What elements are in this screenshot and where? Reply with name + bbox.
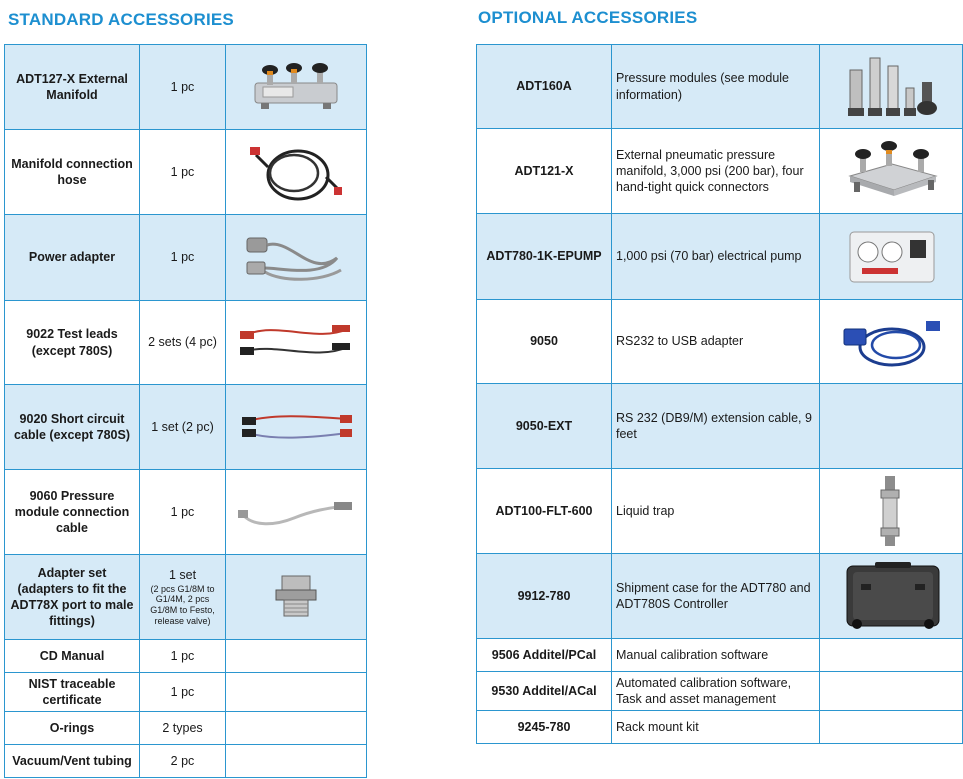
item-image-cell <box>226 385 367 470</box>
table-row <box>477 45 963 129</box>
table-row <box>5 215 367 301</box>
item-image-cell <box>226 215 367 301</box>
item-name: 9060 Pressure module connection cable <box>5 470 140 555</box>
shipment-case-image <box>831 558 951 634</box>
item-description: External pneumatic pressure manifold, 3,000 psi (200 bar), four hand-tight quick connectors <box>612 129 820 214</box>
item-name: NIST traceable certificate <box>5 673 140 712</box>
item-qty: 2 types <box>140 712 226 745</box>
short-circuit-cable-image <box>236 397 356 457</box>
item-name: Adapter set (adapters to fit the ADT78X port to male fittings) <box>5 555 140 640</box>
item-qty: 1 pc <box>140 45 226 130</box>
item-image-cell <box>226 45 367 130</box>
item-qty: 1 pc <box>140 215 226 301</box>
manifold-image <box>241 57 351 117</box>
table-row <box>477 384 963 469</box>
item-image-cell <box>820 384 963 469</box>
item-image-cell <box>820 214 963 300</box>
item-qty: 1 pc <box>140 673 226 712</box>
item-image-cell <box>820 129 963 214</box>
item-image-cell <box>226 470 367 555</box>
item-description: RS 232 (DB9/M) extension cable, 9 feet <box>612 384 820 469</box>
item-image-cell <box>226 745 367 778</box>
table-row <box>477 129 963 214</box>
item-name: Power adapter <box>5 215 140 301</box>
table-row <box>5 301 367 385</box>
item-image-cell <box>226 301 367 385</box>
table-row <box>5 745 367 778</box>
item-name: 9530 Additel/ACal <box>477 672 612 711</box>
external-manifold-image <box>836 136 946 206</box>
item-image-cell <box>820 469 963 554</box>
optional-accessories-title: OPTIONAL ACCESSORIES <box>478 8 698 27</box>
item-description: Pressure modules (see module information) <box>612 45 820 129</box>
item-description: Rack mount kit <box>612 711 820 744</box>
standard-accessories-table <box>4 44 367 778</box>
item-name: 9050 <box>477 300 612 384</box>
item-image-cell <box>226 712 367 745</box>
item-description: Shipment case for the ADT780 and ADT780S Controller <box>612 554 820 639</box>
item-image-cell <box>820 554 963 639</box>
item-name: ADT100-FLT-600 <box>477 469 612 554</box>
item-qty: 1 pc <box>140 130 226 215</box>
table-row <box>5 130 367 215</box>
table-row <box>477 711 963 744</box>
item-name: Vacuum/Vent tubing <box>5 745 140 778</box>
item-qty: 1 pc <box>140 640 226 673</box>
table-row <box>477 672 963 711</box>
item-description: Automated calibration software, Task and asset management <box>612 672 820 711</box>
item-description: RS232 to USB adapter <box>612 300 820 384</box>
item-image-cell <box>820 639 963 672</box>
item-name: CD Manual <box>5 640 140 673</box>
adapter-fitting-image <box>266 572 326 622</box>
table-row <box>5 640 367 673</box>
item-name: 9245-780 <box>477 711 612 744</box>
item-description: Manual calibration software <box>612 639 820 672</box>
item-description: 1,000 psi (70 bar) electrical pump <box>612 214 820 300</box>
usb-adapter-image <box>836 307 946 377</box>
table-row <box>477 639 963 672</box>
pressure-modules-image <box>836 52 946 122</box>
item-name: O-rings <box>5 712 140 745</box>
item-name: Manifold connection hose <box>5 130 140 215</box>
table-row <box>5 555 367 640</box>
item-name: 9506 Additel/PCal <box>477 639 612 672</box>
item-qty-main: 1 set <box>168 568 197 583</box>
pressure-module-cable-image <box>234 492 358 532</box>
liquid-trap-image <box>871 474 911 548</box>
item-name: ADT121-X <box>477 129 612 214</box>
item-qty: 2 pc <box>140 745 226 778</box>
table-row <box>477 554 963 639</box>
item-qty: 1 pc <box>140 470 226 555</box>
item-name: ADT160A <box>477 45 612 129</box>
test-leads-image <box>236 313 356 373</box>
table-row <box>5 385 367 470</box>
item-name: 9022 Test leads (except 780S) <box>5 301 140 385</box>
item-name: 9050-EXT <box>477 384 612 469</box>
item-image-cell <box>820 45 963 129</box>
standard-accessories-title: STANDARD ACCESSORIES <box>8 10 234 29</box>
item-image-cell <box>820 300 963 384</box>
optional-accessories-table <box>476 44 963 744</box>
item-qty-note: (2 pcs G1/8M to G1/4M, 2 pcs G1/8M to Festo, release valve) <box>150 583 215 626</box>
table-row <box>5 673 367 712</box>
item-name: 9020 Short circuit cable (except 780S) <box>5 385 140 470</box>
table-row <box>5 45 367 130</box>
table-row <box>477 469 963 554</box>
item-image-cell <box>226 640 367 673</box>
item-image-cell <box>226 673 367 712</box>
item-image-cell <box>226 555 367 640</box>
item-qty <box>140 555 226 640</box>
hose-image <box>246 137 346 207</box>
item-name: ADT780-1K-EPUMP <box>477 214 612 300</box>
table-row <box>5 712 367 745</box>
item-name: 9912-780 <box>477 554 612 639</box>
item-image-cell <box>820 672 963 711</box>
item-qty: 1 set (2 pc) <box>140 385 226 470</box>
item-name: ADT127-X External Manifold <box>5 45 140 130</box>
table-row <box>477 214 963 300</box>
table-row <box>477 300 963 384</box>
item-description: Liquid trap <box>612 469 820 554</box>
electrical-pump-image <box>836 222 946 292</box>
power-adapter-image <box>241 228 351 288</box>
item-image-cell <box>226 130 367 215</box>
item-qty: 2 sets (4 pc) <box>140 301 226 385</box>
item-image-cell <box>820 711 963 744</box>
table-row <box>5 470 367 555</box>
